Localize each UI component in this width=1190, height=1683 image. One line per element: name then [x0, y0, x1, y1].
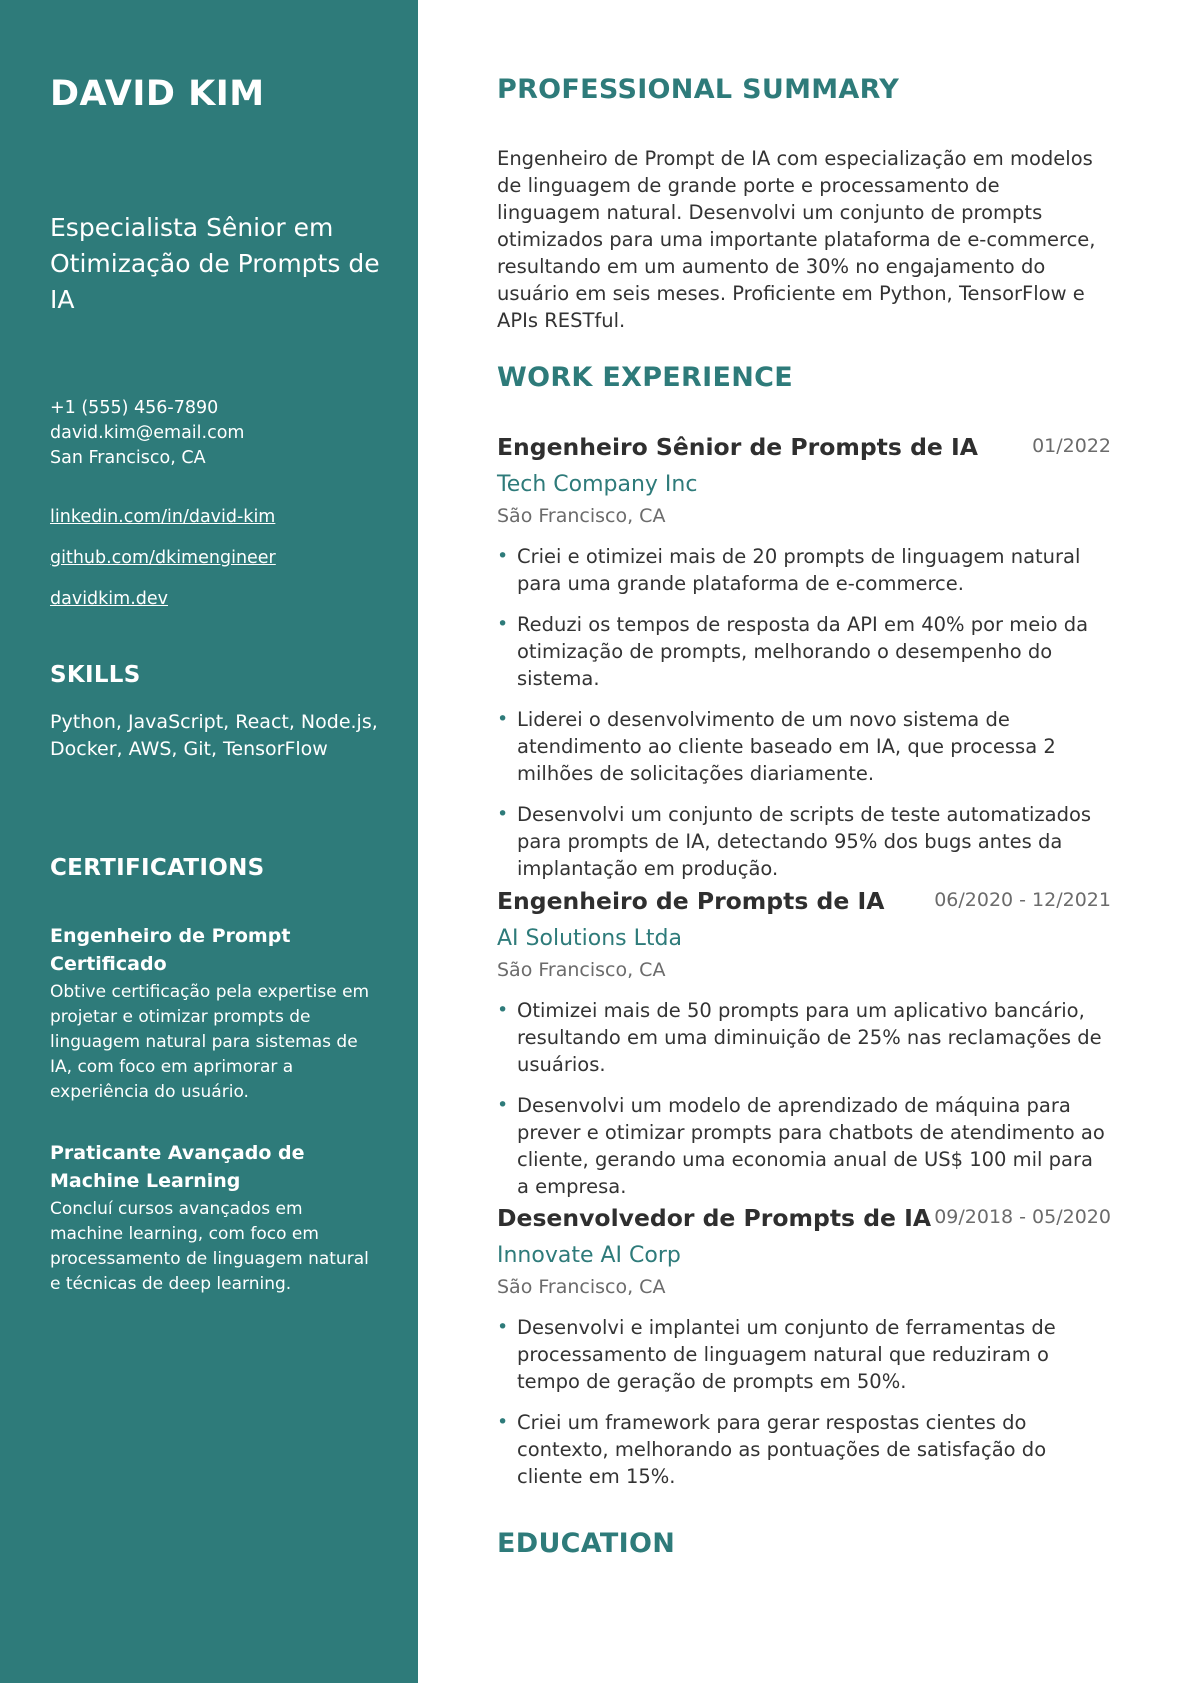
bullet-icon: •: [497, 1316, 509, 1338]
phone: +1 (555) 456-7890: [50, 398, 219, 418]
job-location: São Francisco, CA: [497, 1276, 666, 1298]
job-date: 01/2022: [1032, 435, 1111, 457]
candidate-name: DAVID KIM: [50, 74, 265, 114]
linkedin-link[interactable]: linkedin.com/in/david-kim: [50, 507, 276, 527]
github-link[interactable]: github.com/dkimengineer: [50, 548, 276, 568]
list-item: • Desenvolvi um conjunto de scripts de teste automatizados para prompts de IA, detectando 95% dos bugs antes da implantação em produção.: [497, 803, 1092, 880]
bullet-icon: •: [497, 545, 509, 567]
job-bullets: [497, 543, 1111, 882]
profile-links: [50, 505, 276, 628]
certification-description: Obtive certificação pela expertise em projetar e otimizar prompts de linguagem natural para sistemas de IA, com foco em aprimorar a experiência do usuário.: [50, 982, 370, 1102]
job-title: Engenheiro de Prompts de IA: [497, 887, 885, 915]
certification-item: [50, 922, 370, 1105]
certification-name: Praticante Avançado de Machine Learning: [50, 1142, 305, 1192]
certification-description: Concluí cursos avançados em machine learning, com foco em processamento de linguagem natural e técnicas de deep learning.: [50, 1199, 369, 1294]
job-entry: [497, 887, 1111, 1214]
job-title: Desenvolvedor de Prompts de IA: [497, 1204, 932, 1232]
bullet-icon: •: [497, 1411, 509, 1433]
email: david.kim@email.com: [50, 423, 245, 443]
list-item: • Otimizei mais de 50 prompts para um aplicativo bancário, resultando em uma diminuição de 25% nas reclamações de usuários.: [497, 999, 1102, 1076]
website-link[interactable]: davidkim.dev: [50, 589, 168, 609]
experience-heading: WORK EXPERIENCE: [497, 362, 793, 393]
certification-item: [50, 1139, 370, 1297]
job-title: Engenheiro Sênior de Prompts de IA: [497, 433, 978, 461]
job-company: AI Solutions Ltda: [497, 926, 682, 951]
bullet-icon: •: [497, 803, 509, 825]
job-entry: [497, 1204, 1111, 1504]
job-date: 06/2020 - 12/2021: [934, 889, 1111, 911]
certifications-heading: CERTIFICATIONS: [50, 855, 265, 881]
summary-heading: PROFESSIONAL SUMMARY: [497, 74, 900, 105]
job-bullets: [497, 1314, 1111, 1490]
bullet-icon: •: [497, 1094, 509, 1116]
list-item: • Desenvolvi e implantei um conjunto de ferramentas de processamento de linguagem natural que reduziram o tempo de geração de prompts em 50%.: [497, 1316, 1056, 1393]
candidate-title: Especialista Sênior em Otimização de Prompts de IA: [50, 213, 380, 314]
job-company: Tech Company Inc: [497, 472, 698, 497]
job-location: São Francisco, CA: [497, 959, 666, 981]
skills-heading: SKILLS: [50, 662, 141, 688]
job-location: São Francisco, CA: [497, 505, 666, 527]
skills-list: Python, JavaScript, React, Node.js, Docker, AWS, Git, TensorFlow: [50, 711, 378, 760]
sidebar: [0, 0, 418, 1683]
location: San Francisco, CA: [50, 448, 206, 468]
bullet-icon: •: [497, 613, 509, 635]
list-item: • Reduzi os tempos de resposta da API em 40% por meio da otimização de prompts, melhorando o desempenho do sistema.: [497, 613, 1089, 690]
certification-name: Engenheiro de Prompt Certificado: [50, 925, 291, 975]
bullet-icon: •: [497, 708, 509, 730]
list-item: • Desenvolvi um modelo de aprendizado de máquina para prever e otimizar prompts para chatbots de atendimento ao cliente, gerando uma economia anual de US$ 100 mil para a empresa.: [497, 1094, 1105, 1198]
job-bullets: [497, 997, 1111, 1200]
education-heading: EDUCATION: [497, 1528, 676, 1559]
list-item: • Liderei o desenvolvimento de um novo sistema de atendimento ao cliente baseado em IA, que processa 2 milhões de solicitações diariamente.: [497, 708, 1056, 785]
certifications-list: [50, 922, 370, 1331]
job-entry: [497, 433, 1111, 896]
contact-info: [50, 396, 244, 471]
bullet-icon: •: [497, 999, 509, 1021]
list-item: • Criei um framework para gerar respostas cientes do contexto, melhorando as pontuações de satisfação do cliente em 15%.: [497, 1411, 1047, 1488]
job-company: Innovate AI Corp: [497, 1243, 681, 1268]
job-date: 09/2018 - 05/2020: [934, 1206, 1111, 1228]
summary-text: Engenheiro de Prompt de IA com especialização em modelos de linguagem de grande porte e processamento de linguagem natural. Desenvolvi um conjunto de prompts otimizados para uma importante plataforma de e-commerce, resultando em um aumento de 30% no engajamento do usuário em seis meses. Proficiente em Python, TensorFlow e APIs RESTful.: [497, 147, 1096, 332]
list-item: • Criei e otimizei mais de 20 prompts de linguagem natural para uma grande plataforma de e-commerce.: [497, 545, 1081, 595]
